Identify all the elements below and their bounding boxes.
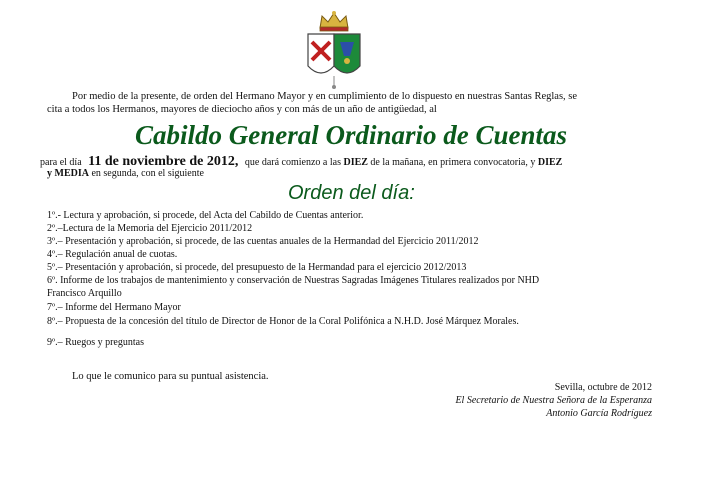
signature-place-date: Sevilla, octubre de 2012 xyxy=(554,382,652,393)
intro-line-1: Por medio de la presente, de orden del Hermano Mayor y en cumplimiento de lo dispuesto en nuestras Santas Reglas, se xyxy=(72,91,578,102)
brotherhood-crest-icon xyxy=(298,8,370,90)
time-second-b: y MEDIA xyxy=(47,168,89,179)
agenda-item: 1º.- Lectura y aprobación, si procede, del Acta del Cabildo de Cuentas anterior. xyxy=(47,210,364,221)
date-mid2: de la mañana, en primera convocatoria, y xyxy=(370,157,536,168)
agenda-item: 5º.– Presentación y aprobación, si procede, del presupuesto de la Hermandad para el ejercicio 2012/2013 xyxy=(47,262,467,273)
agenda-item: 6º. Informe de los trabajos de mantenimiento y conservación de Nuestras Sagradas Imágenes Titulares realizados por NHD xyxy=(47,275,540,286)
date-pre: para el día xyxy=(40,157,82,168)
time-second-a: DIEZ xyxy=(537,157,563,168)
agenda-item: 9º.– Ruegos y preguntas xyxy=(47,337,144,348)
agenda-item: 4º.– Regulación anual de cuotas. xyxy=(47,249,178,260)
intro-line-2: cita a todos los Hermanos, mayores de dieciocho años y con más de un año de antigüedad, al xyxy=(47,104,437,115)
closing-text: Lo que le comunico para su puntual asistencia. xyxy=(72,371,269,382)
date-post: en segunda, con el siguiente xyxy=(91,168,204,179)
agenda-title: Orden del día: xyxy=(288,182,415,204)
signature-role: El Secretario de Nuestra Señora de la Esperanza xyxy=(455,395,652,406)
agenda-item: 2º.–Lectura de la Memoria del Ejercicio 2011/2012 xyxy=(47,223,253,234)
time-first: DIEZ xyxy=(343,157,368,168)
meeting-date: 11 de noviembre de 2012, xyxy=(88,154,239,169)
document-title: Cabildo General Ordinario de Cuentas xyxy=(134,120,568,150)
agenda-item: 8º.– Propuesta de la concesión del título de Director de Honor de la Coral Polifónica a N.H.D. José Márquez Morales. xyxy=(47,316,519,327)
agenda-item: 7º.– Informe del Hermano Mayor xyxy=(47,302,181,313)
signature-name: Antonio García Rodríguez xyxy=(546,408,652,419)
agenda-item-continued: Francisco Arquillo xyxy=(47,288,122,299)
date-mid: que dará comienzo a las xyxy=(244,157,341,168)
date-line-2 xyxy=(47,168,204,179)
agenda-item: 3º.– Presentación y aprobación, si procede, de las cuentas anuales de la Hermandad del Ejercicio 2011/2012 xyxy=(47,236,479,247)
